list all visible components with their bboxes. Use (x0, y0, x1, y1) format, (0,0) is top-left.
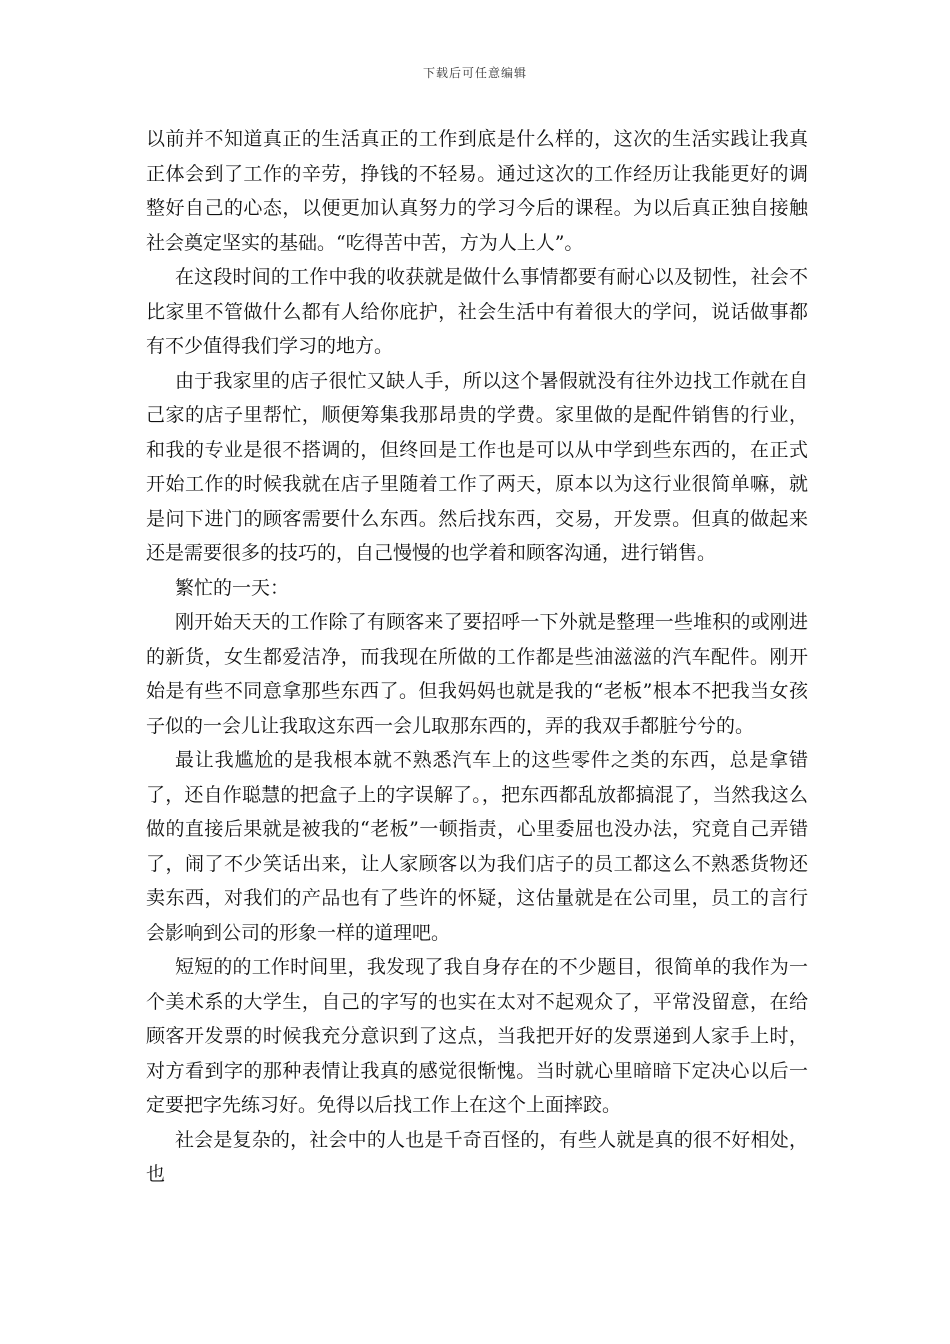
page-header: 下载后可任意编辑 (422, 66, 527, 80)
paragraph-6: 最让我尴尬的是我根本就不熟悉汽车上的这些零件之类的东西，总是拿错了，还自作聪慧的把盒子上的字误解了。，把东西都乱放都搞混了，当然我这么做的直接后果就是被我的“老板”一顿指责，心里委屈也没办法，究竟自己弄错了，闹了不少笑话出来，让人家顾客以为我们店子的员工都这么不熟悉货物还卖东西，对我们的产品也有了些许的怀疑，这估量就是在公司里，员工的言行会影响到公司的形象一样的道理吧。 (146, 749, 808, 944)
paragraph-4-heading: 繁忙的一天： (175, 576, 290, 599)
document-body (146, 122, 808, 1192)
paragraph-8: 社会是复杂的，社会中的人也是千奇百怪的，有些人就是真的很不好相处，也 (146, 1128, 808, 1185)
paragraph-2: 在这段时间的工作中我的收获就是做什么事情都要有耐心以及韧性，社会不比家里不管做什么都有人给你庇护，社会生活中有着很大的学问，说话做事都有不少值得我们学习的地方。 (146, 266, 808, 357)
paragraph-1: 以前并不知道真正的生活真正的工作到底是什么样的，这次的生活实践让我真正体会到了工作的辛劳，挣钱的不轻易。通过这次的工作经历让我能更好的调整好自己的心态，以便更加认真努力的学习今后的课程。为以后真正独自接触社会奠定坚实的基础。“吃得苦中苦，方为人上人”。 (146, 128, 808, 254)
paragraph-3: 由于我家里的店子很忙又缺人手，所以这个暑假就没有往外边找工作就在自己家的店子里帮忙，顺便筹集我那昂贵的学费。家里做的是配件销售的行业，和我的专业是很不搭调的，但终回是工作也是可以从中学到些东西的，在正式开始工作的时候我就在店子里随着工作了两天，原本以为这行业很简单嘛，就是问下进门的顾客需要什么东西。然后找东西，交易，开发票。但真的做起来还是需要很多的技巧的，自己慢慢的也学着和顾客沟通，进行销售。 (146, 369, 808, 564)
paragraph-7: 短短的的工作时间里，我发现了我自身存在的不少题目，很简单的我作为一个美术系的大学生，自己的字写的也实在太对不起观众了，平常没留意，在给顾客开发票的时候我充分意识到了这点，当我把开好的发票递到人家手上时，对方看到字的那种表情让我真的感觉很惭愧。当时就心里暗暗下定决心以后一定要把字先练习好。免得以后找工作上在这个上面摔跤。 (146, 956, 808, 1116)
paragraph-5: 刚开始天天的工作除了有顾客来了要招呼一下外就是整理一些堆积的或刚进的新货，女生都爱洁净，而我现在所做的工作都是些油滋滋的汽车配件。刚开始是有些不同意拿那些东西了。但我妈妈也就是我的“老板”根本不把我当女孩子似的一会儿让我取这东西一会儿取那东西的，弄的我双手都脏兮兮的。 (146, 611, 808, 737)
